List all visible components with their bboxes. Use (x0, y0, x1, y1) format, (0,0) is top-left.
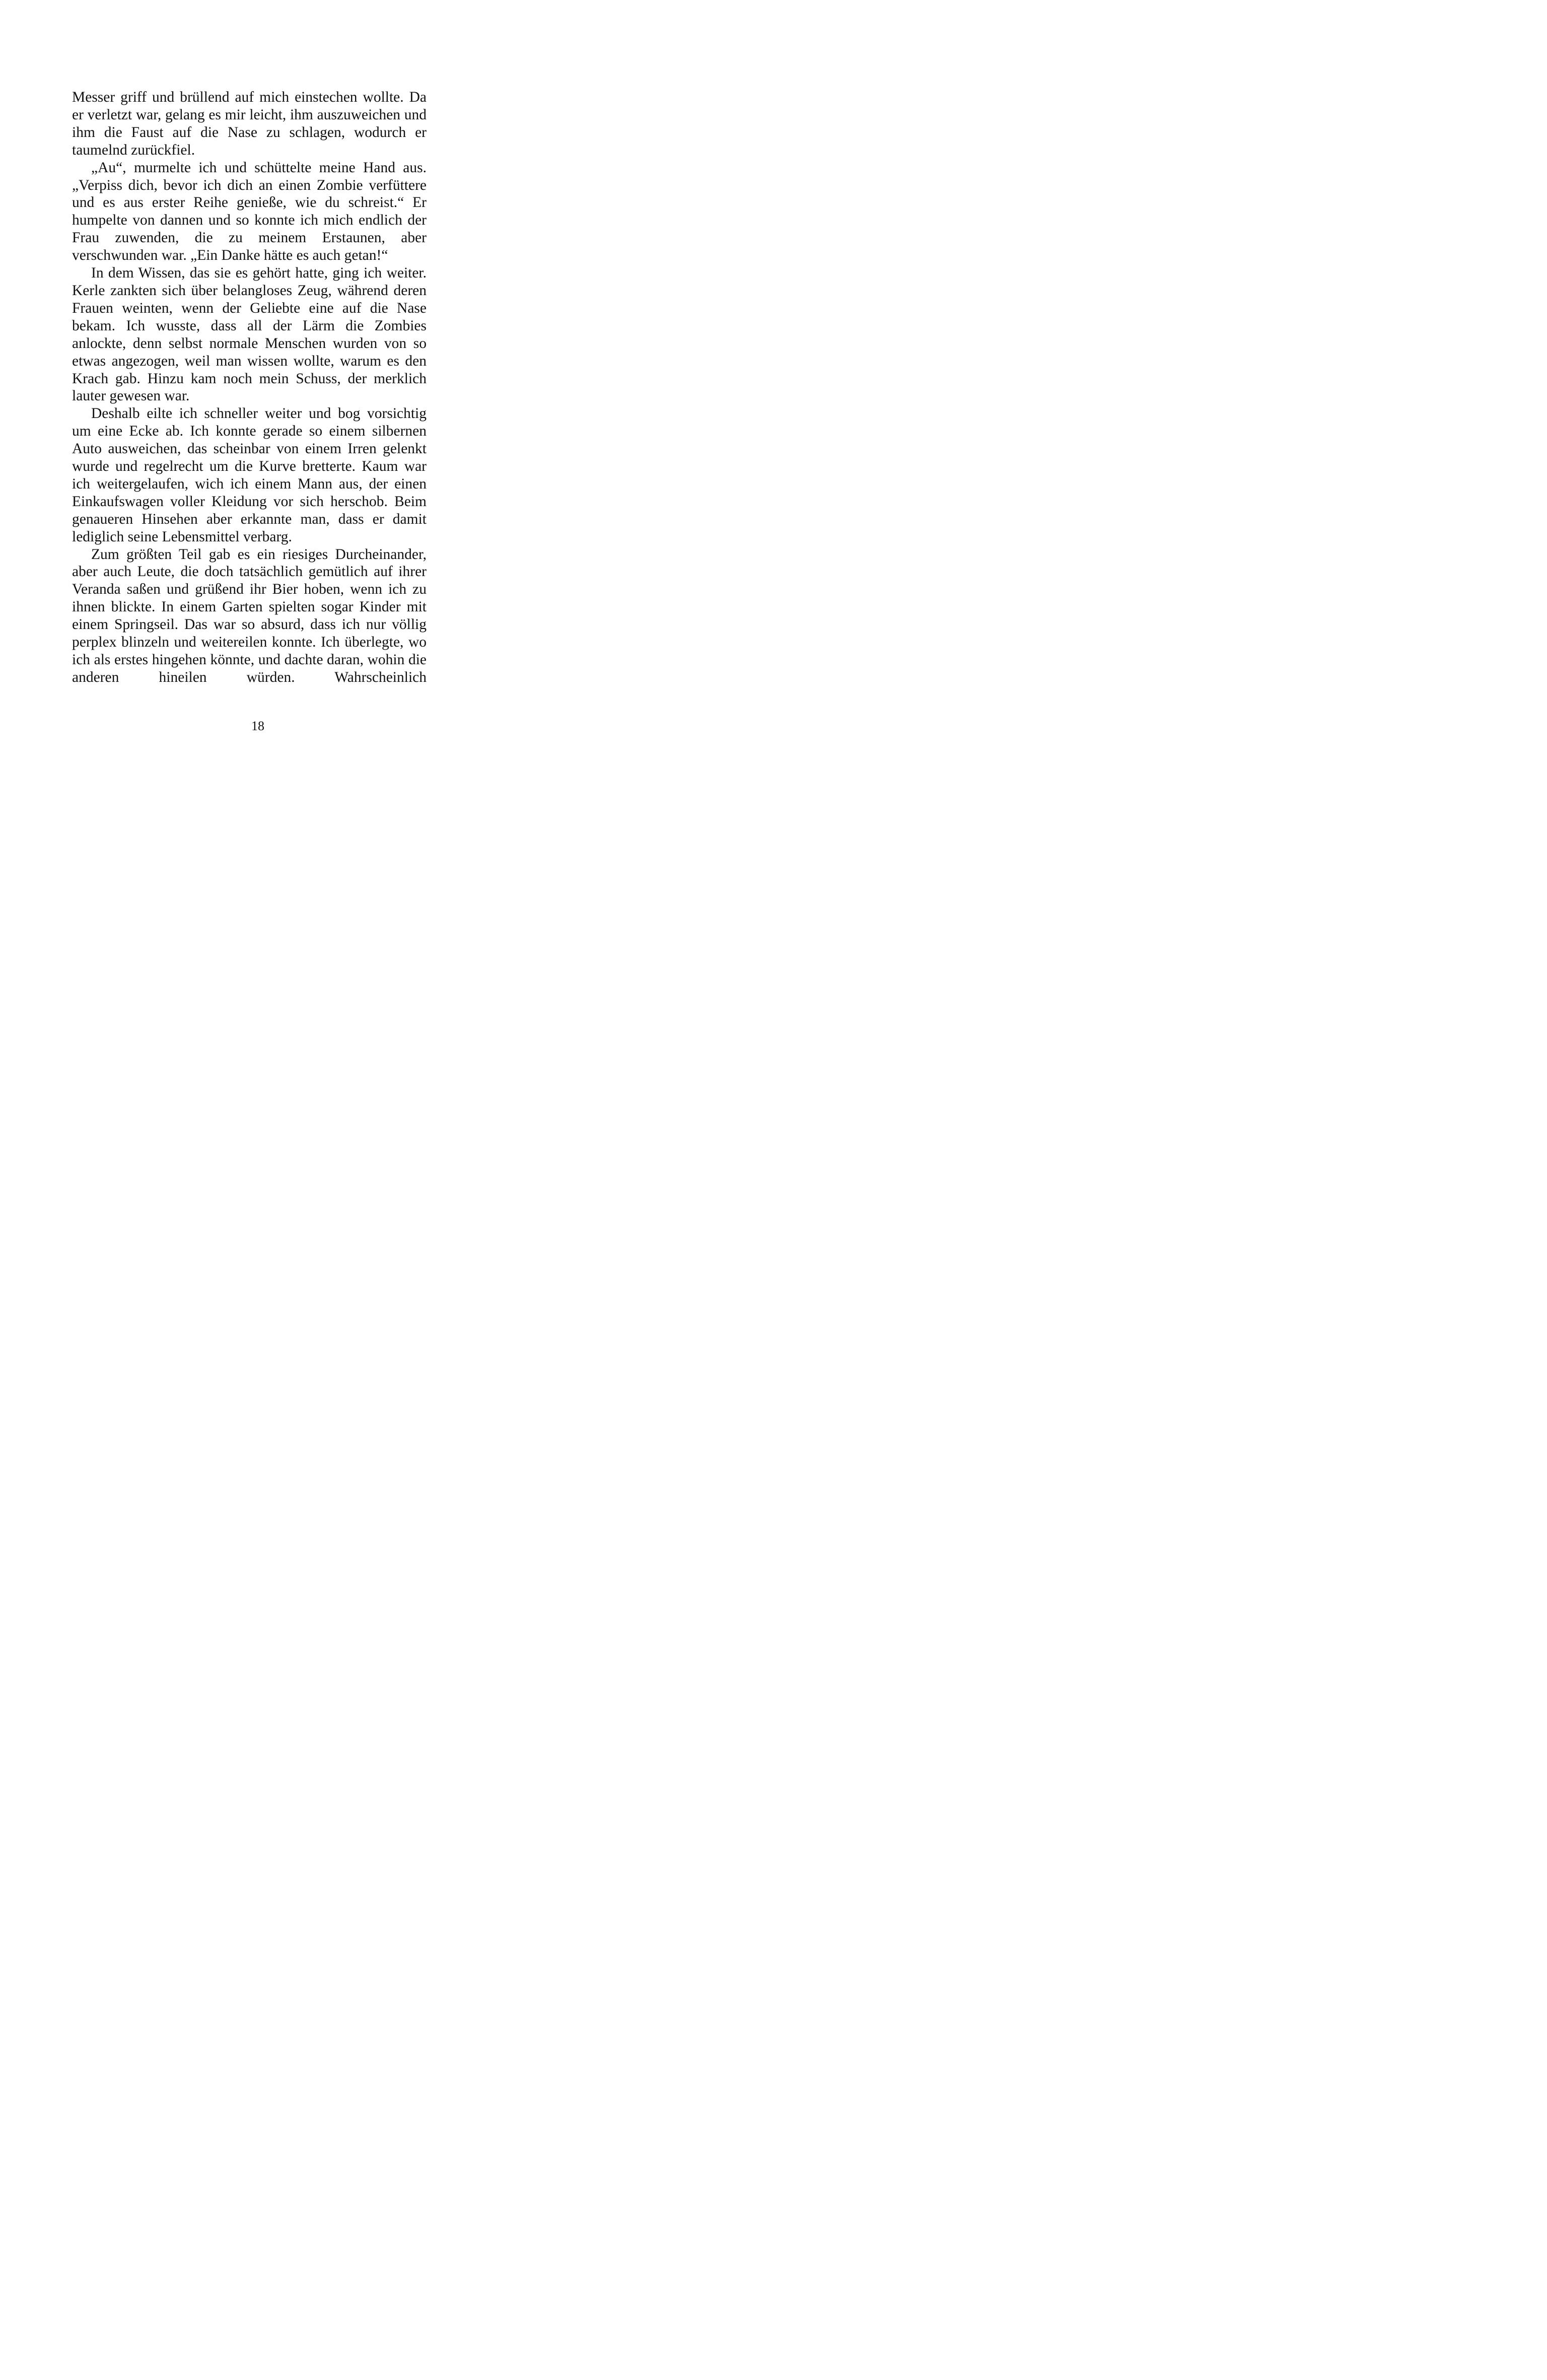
paragraph-4: Deshalb eilte ich schneller weiter und bog vorsichtig um eine Ecke ab. Ich konnte gerade so einem silbernen Auto ausweichen, das scheinbar von einem Irren gelenkt wurde und regelrecht um die Kurve bretterte. Kaum war ich weitergelaufen, wich ich einem Mann aus, der einen Einkaufswagen voller Kleidung vor sich herschob. Beim genaueren Hinsehen aber erkannte man, dass er damit lediglich seine Lebensmittel verbarg. (72, 405, 427, 545)
book-page-body (72, 89, 427, 686)
paragraph-2: „Au“, murmelte ich und schüttelte meine Hand aus. „Verpiss dich, bevor ich dich an einen Zombie verfüttere und es aus erster Reihe genieße, wie du schreist.“ Er humpelte von dannen und so konnte ich mich endlich der Frau zuwenden, die zu meinem Erstaunen, aber verschwunden war. „Ein Danke hätte es auch getan!“ (72, 159, 427, 264)
paragraph-5: Zum größten Teil gab es ein riesiges Durcheinander, aber auch Leute, die doch tatsächlich gemütlich auf ihrer Veranda saßen und grüßend ihr Bier hoben, wenn ich zu ihnen blickte. In einem Garten spielten sogar Kinder mit einem Springseil. Das war so absurd, dass ich nur völlig perplex blinzeln und weitereilen konnte. Ich überlegte, wo ich als erstes hingehen könnte, und dachte daran, wohin die anderen hineilen würden. Wahrscheinlich (72, 546, 427, 685)
paragraph-3: In dem Wissen, das sie es gehört hatte, ging ich weiter. Kerle zankten sich über belangloses Zeug, während deren Frauen weinten, wenn der Geliebte eine auf die Nase bekam. Ich wusste, dass all der Lärm die Zombies anlockte, denn selbst normale Menschen wurden von so etwas angezogen, weil man wissen wollte, warum es den Krach gab. Hinzu kam noch mein Schuss, der merklich lauter gewesen war. (72, 265, 427, 404)
page-number: 18 (251, 719, 264, 733)
paragraph-1: Messer griff und brüllend auf mich einstechen wollte. Da er verletzt war, gelang es mir leicht, ihm auszuweichen und ihm die Faust auf die Nase zu schlagen, wodurch er taumelnd zurückfiel. (72, 89, 427, 158)
